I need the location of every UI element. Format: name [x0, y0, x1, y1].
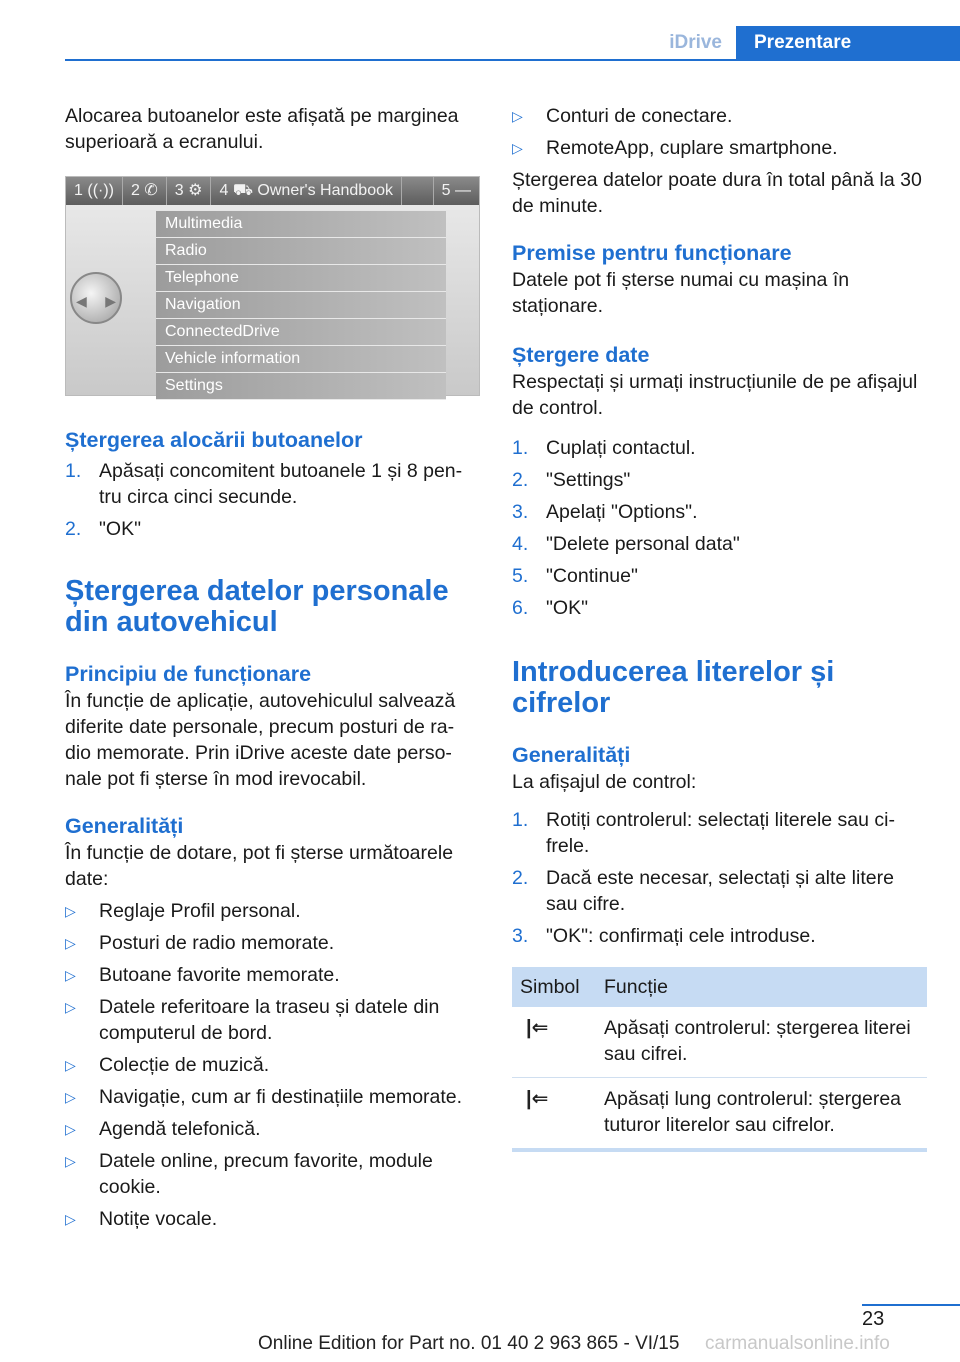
section-label: iDrive — [669, 32, 722, 53]
heading-input-letters: Introducerea literelor și cifrelor — [512, 656, 835, 719]
list-item: 2. Dacă este necesar, selectați și alte litere sau cifre. — [512, 867, 894, 915]
clear-steps-list — [65, 458, 480, 542]
screen-menu-item: Telephone — [156, 265, 446, 292]
screen-menu-item: ConnectedDrive — [156, 319, 446, 346]
header-rule — [65, 59, 960, 61]
table-cell: Apăsați controlerul: ștergerea literei sau cifrei. — [596, 1007, 927, 1078]
idrive-screen-image — [65, 176, 480, 396]
backspace-icon: |⇐ — [526, 1017, 549, 1039]
list-item: 3. Apelați "Options". — [512, 501, 698, 523]
list-item: 1. Cuplați contactul. — [512, 437, 696, 459]
screen-tab: 5 — — [433, 177, 479, 205]
list-item: ▷ Datele referitoare la traseu și datele din computerul de bord. — [65, 996, 440, 1044]
screen-menu-item: Radio — [156, 238, 446, 265]
screen-menu — [156, 211, 446, 400]
page-header — [630, 26, 960, 60]
car-icon: ⛟ — [232, 182, 253, 199]
heading-delete-personal-data: Ștergerea datelor personale din autovehicul — [65, 575, 449, 638]
screen-tab-bar — [66, 177, 479, 205]
list-item: 4. "Delete personal data" — [512, 533, 740, 555]
data-bullet-list-cont — [512, 103, 927, 161]
edition-text: Online Edition for Part no. 01 40 2 963 865 - VI/15 — [258, 1333, 680, 1354]
delete-steps-list — [512, 435, 927, 621]
backspace-icon: |⇐ — [526, 1088, 549, 1110]
screen-menu-item: Settings — [156, 373, 446, 400]
heading-principle: Principiu de funcționare — [65, 662, 312, 686]
chapter-label: Prezentare — [736, 26, 960, 60]
intro-text: Alocarea butoanelor este afișată pe marginea superioară a ecranului. — [65, 105, 459, 153]
list-item: 1. Apăsați concomitent butoanele 1 și 8 pen‐tru circa cinci secunde. — [65, 460, 463, 508]
right-column — [512, 103, 927, 1152]
list-item: 3. "OK": confirmați cele introduse. — [512, 925, 816, 947]
page-number: 23 — [862, 1308, 885, 1330]
prereq-text: Datele pot fi șterse numai cu mașina în staționare. — [512, 269, 850, 317]
table-row — [512, 1078, 927, 1151]
table-header: Funcție — [596, 967, 927, 1007]
table-header-row — [512, 967, 927, 1007]
symbol-table — [512, 967, 927, 1152]
duration-text: Ștergerea datelor poate dura în total până la 30 de minute. — [512, 169, 922, 217]
heading-delete-data: Ștergere date — [512, 343, 650, 367]
phone-icon: ✆ — [144, 182, 158, 199]
heading-general: Generalități — [65, 814, 184, 838]
table-header: Simbol — [512, 967, 596, 1007]
list-item: ▷ Datele online, precum favorite, module cookie. — [65, 1150, 433, 1198]
screen-menu-item: Multimedia — [156, 211, 446, 238]
heading-clear-assignment: Ștergerea alocării butoanelor — [65, 428, 363, 452]
principle-text: În funcție de aplicație, autovehiculul salvează diferite date personale, precum posturi de ra‐dio memorate. Prin iDrive aceste date perso‐nale pot fi șterse în mod irevocabil. — [65, 690, 456, 790]
table-cell: Apăsați lung controlerul: ștergerea tuturor literelor sau cifrelor. — [596, 1078, 927, 1151]
list-item: ▷ Notițe vocale. — [65, 1208, 218, 1230]
radio-icon: ((·)) — [87, 182, 114, 199]
heading-general-input: Generalități — [512, 743, 631, 767]
input-steps-list — [512, 807, 927, 949]
screen-menu-item: Vehicle information — [156, 346, 446, 373]
list-item: 1. Rotiți controlerul: selectați literele sau ci‐frele. — [512, 809, 895, 857]
list-item: 6. "OK" — [512, 597, 589, 619]
general-text: În funcție de dotare, pot fi șterse următoarele date: — [65, 842, 454, 890]
data-bullet-list — [65, 898, 480, 1232]
list-item: 2. "OK" — [65, 518, 142, 540]
screen-tab: 1 ((·)) — [66, 177, 123, 205]
delete-text: Respectați și urmați instrucțiunile de pe afișajul de control. — [512, 371, 918, 419]
watermark: carmanualsonline.info — [705, 1333, 890, 1354]
list-item: ▷ Posturi de radio memorate. — [65, 932, 335, 954]
list-item: ▷ Conturi de conectare. — [512, 105, 733, 127]
list-item: 5. "Continue" — [512, 565, 638, 587]
input-general-text: La afișajul de control: — [512, 771, 697, 793]
list-item: ▷ Reglaje Profil personal. — [65, 900, 301, 922]
screen-tab: 2 ✆ — [123, 177, 167, 205]
list-item: ▷ Butoane favorite memorate. — [65, 964, 340, 986]
left-column — [65, 103, 480, 1232]
controller-knob-icon: ◀ ▶ — [70, 272, 122, 324]
screen-menu-item: Navigation — [156, 292, 446, 319]
list-item: ▷ Colecție de muzică. — [65, 1054, 270, 1076]
list-item: ▷ Agendă telefonică. — [65, 1118, 261, 1140]
gear-icon: ⚙ — [188, 182, 203, 199]
list-item: ▷ Navigație, cum ar fi destinațiile memorate. — [65, 1086, 463, 1108]
table-row — [512, 1007, 927, 1078]
heading-prerequisites: Premise pentru funcționare — [512, 241, 792, 265]
screen-tab: 3 ⚙ — [167, 177, 212, 205]
list-item: 2. "Settings" — [512, 469, 631, 491]
screen-tab: 4 ⛟ Owner's Handbook — [211, 177, 402, 205]
list-item: ▷ RemoteApp, cuplare smartphone. — [512, 137, 838, 159]
